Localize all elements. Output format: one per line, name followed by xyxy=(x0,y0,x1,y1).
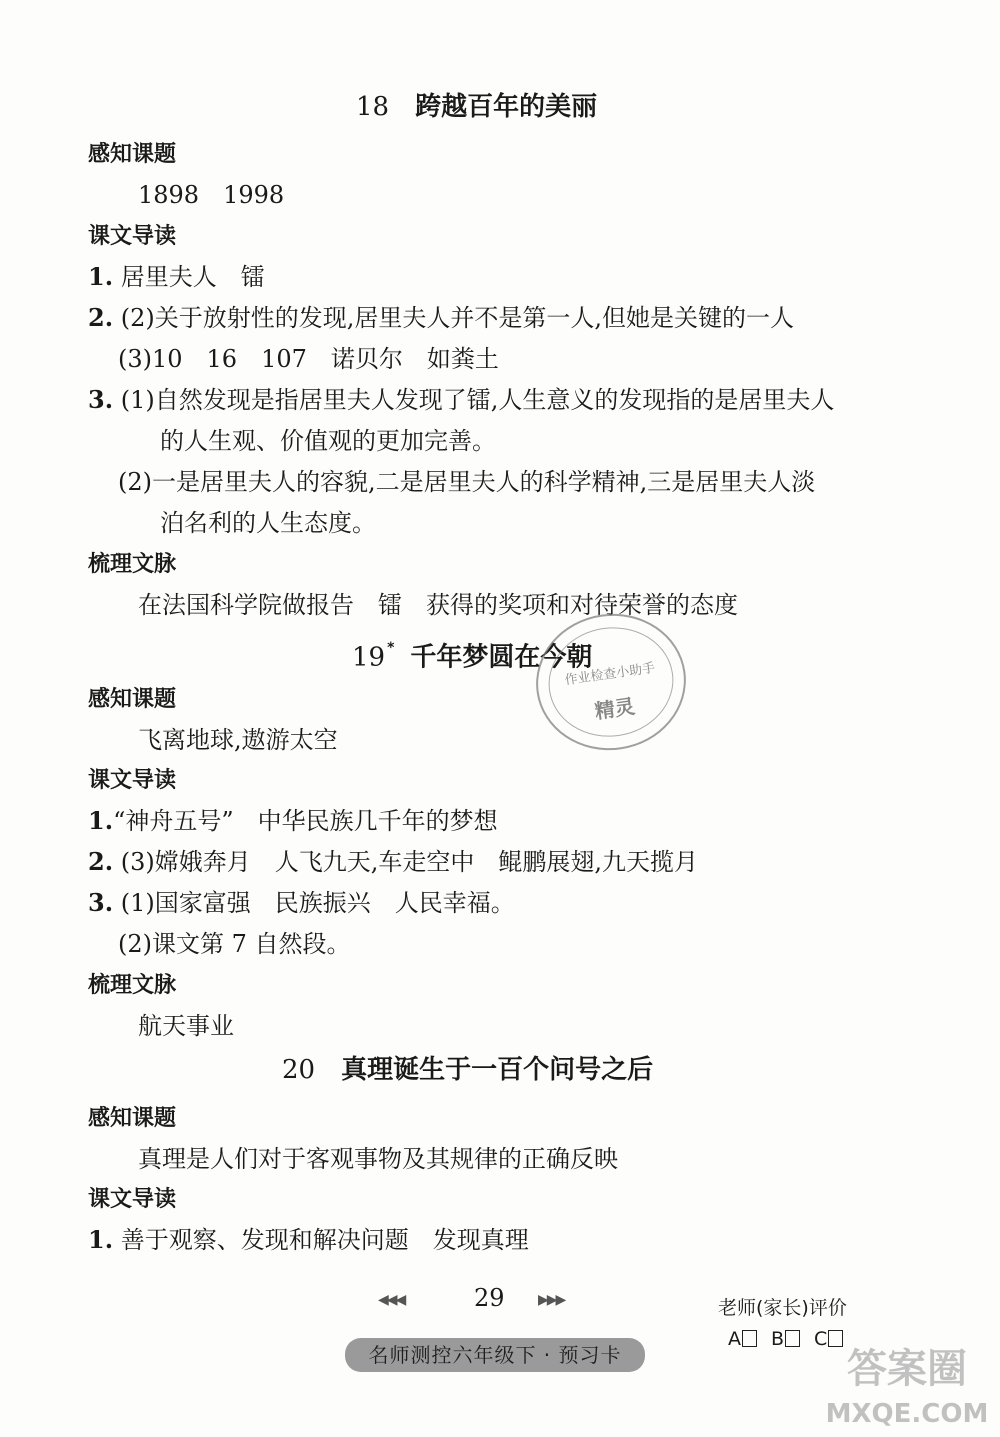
section-title-text: 跨越百年的美丽 xyxy=(415,92,598,122)
page-number: 29 xyxy=(474,1284,505,1312)
answer-line: (3)10 16 107 诺贝尔 如粪土 xyxy=(118,345,499,373)
item-number: 2. xyxy=(88,303,114,332)
section-heading: 课文导读 xyxy=(88,224,177,249)
watermark-line2: MXQE.COM xyxy=(825,1399,989,1429)
prev-arrows-icon: ◀◀◀ xyxy=(378,1292,405,1308)
section-heading: 梳理文脉 xyxy=(88,552,177,577)
grade-a-label: A xyxy=(728,1328,741,1350)
answer-line: (2)课文第 7 自然段。 xyxy=(118,930,351,958)
stamp-graphic xyxy=(530,606,693,757)
evaluation-label: 老师(家长)评价 xyxy=(718,1297,847,1319)
answer-line xyxy=(88,888,515,918)
item-number: 1. xyxy=(88,806,114,835)
section-heading: 梳理文脉 xyxy=(88,973,177,998)
stamp xyxy=(527,604,694,760)
item-number: 3. xyxy=(88,888,114,917)
grade-b-label: B xyxy=(771,1328,785,1350)
section-title xyxy=(356,92,597,122)
answer-line: (2)一是居里夫人的容貌,二是居里夫人的科学精神,三是居里夫人淡 xyxy=(118,468,816,496)
section-title-text: 真理诞生于一百个问号之后 xyxy=(341,1055,654,1085)
section-number: 18 xyxy=(356,92,390,122)
answer-line xyxy=(88,1225,529,1255)
stamp-center-text: 精灵 xyxy=(593,694,637,724)
section-heading: 感知课题 xyxy=(88,687,177,712)
page-nav xyxy=(378,1284,608,1314)
watermark xyxy=(818,1336,996,1432)
section-number: 19 xyxy=(352,642,386,673)
answer-line xyxy=(88,303,794,333)
answer-text: (1)自然发现是指居里夫人发现了镭,人生意义的发现指的是居里夫人 xyxy=(120,386,835,414)
answer-line xyxy=(88,262,265,292)
section-number: 20 xyxy=(282,1055,316,1085)
answer-text: 居里夫人 镭 xyxy=(120,263,265,291)
answer-text: “神舟五号” 中华民族几千年的梦想 xyxy=(113,807,498,835)
answer-text: (1)国家富强 民族振兴 人民幸福。 xyxy=(120,889,515,917)
section-heading: 课文导读 xyxy=(88,1187,177,1212)
answer-text: 善于观察、发现和解决问题 发现真理 xyxy=(120,1226,529,1254)
answer-line xyxy=(88,847,698,877)
section-heading: 课文导读 xyxy=(88,768,177,793)
next-arrows-icon: ▶▶▶ xyxy=(538,1292,565,1308)
item-number: 1. xyxy=(88,1225,114,1254)
watermark-line1: 答案圈 xyxy=(847,1346,967,1392)
answer-line xyxy=(88,385,834,415)
book-title-banner: 名师测控六年级下 · 预习卡 xyxy=(345,1338,645,1372)
stamp-top-text: 作业检查小助手 xyxy=(563,660,657,689)
grade-b-checkbox[interactable] xyxy=(785,1330,800,1347)
answer-line: 的人生观、价值观的更加完善。 xyxy=(160,427,496,455)
item-number: 1. xyxy=(88,262,114,291)
answer-line: 真理是人们对于客观事物及其规律的正确反映 xyxy=(138,1145,618,1173)
answer-line: 在法国科学院做报告 镭 获得的奖项和对待荣誉的态度 xyxy=(138,591,738,619)
section-heading: 感知课题 xyxy=(88,1106,177,1131)
optional-mark: * xyxy=(387,640,395,656)
answer-text: (3)嫦娥奔月 人飞九天,车走空中 鲲鹏展翅,九天揽月 xyxy=(120,848,698,876)
section-title-text: 千年梦圆在今朝 xyxy=(410,642,593,673)
answer-line: 1898 1998 xyxy=(138,181,285,209)
answer-line: 飞离地球,遨游太空 xyxy=(138,726,338,754)
grade-a-checkbox[interactable] xyxy=(742,1330,757,1347)
section-title xyxy=(282,1055,653,1085)
answer-line: 航天事业 xyxy=(138,1012,234,1040)
answer-text: (2)关于放射性的发现,居里夫人并不是第一人,但她是关键的一人 xyxy=(120,304,794,332)
grade-c-label: C xyxy=(814,1328,828,1350)
item-number: 3. xyxy=(88,385,114,414)
answer-line: 泊名利的人生态度。 xyxy=(160,509,376,537)
item-number: 2. xyxy=(88,847,114,876)
answer-line xyxy=(88,806,498,836)
section-heading: 感知课题 xyxy=(88,142,177,167)
